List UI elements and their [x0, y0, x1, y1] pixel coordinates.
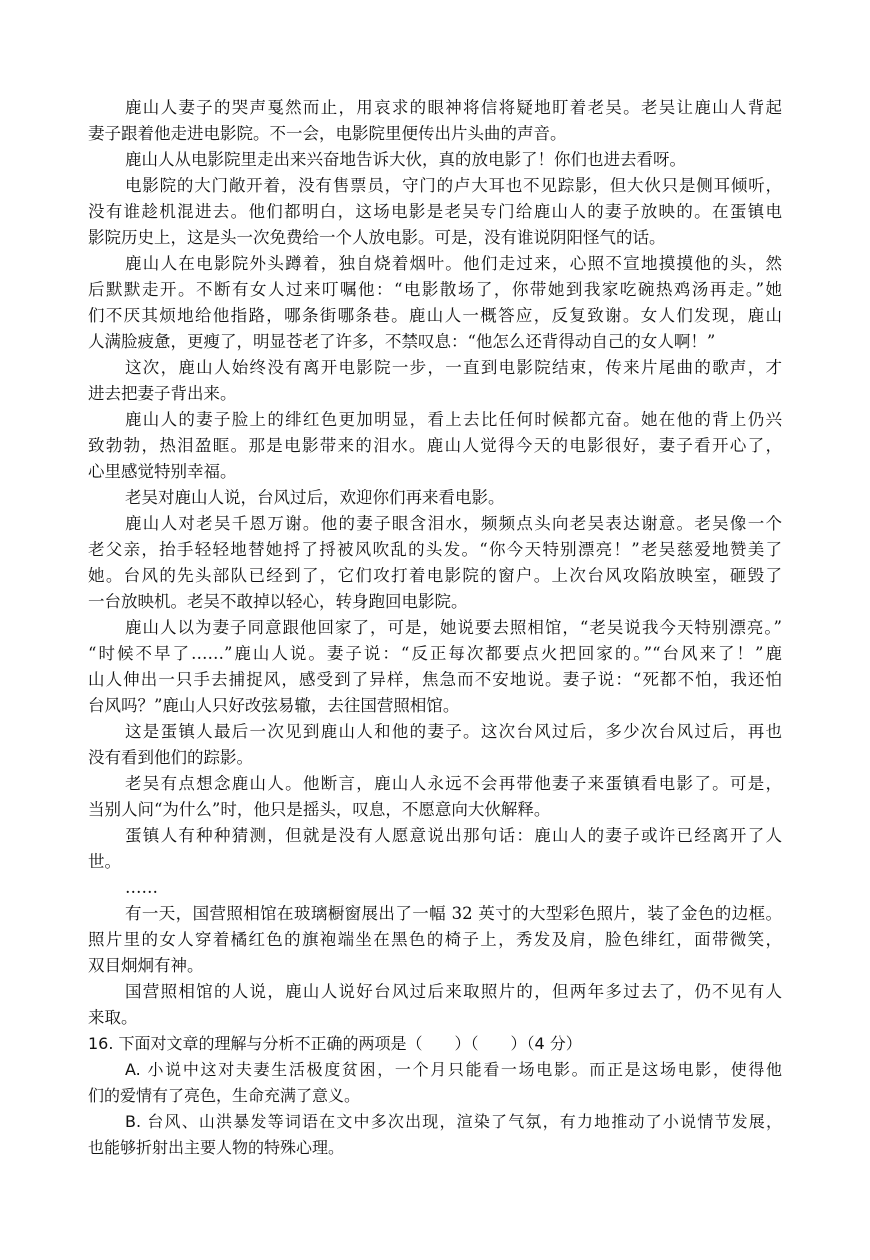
text-line: ……: [125, 878, 158, 897]
question-16: [88, 1031, 782, 1161]
text-line: 后默默走开。不断有女人过来叮嘱他：“电影散场了，你带她到我家吃碗热鸡汤再走。”她: [88, 280, 782, 299]
document-page: [88, 95, 782, 1161]
text-line: 一台放映机。老吴不敢掉以轻心，转身跑回电影院。: [88, 592, 468, 611]
text-line: 没有看到他们的踪影。: [88, 748, 253, 767]
text-line: 鹿山人对老吴千恩万谢。他的妻子眼含泪水，频频点头向老吴表达谢意。老吴像一个: [125, 514, 782, 533]
text-line: 鹿山人从电影院里走出来兴奋地告诉大伙，真的放电影了！你们也进去看呀。: [125, 150, 686, 169]
paragraph: [88, 901, 782, 979]
text-line: 老吴有点想念鹿山人。他断言，鹿山人永远不会再带他妻子来蛋镇看电影了。可是，: [125, 774, 782, 793]
text-line: 们不厌其烦地给他指路，哪条街哪条巷。鹿山人一概答应，反复致谢。女人们发现，鹿山: [88, 306, 782, 325]
text-line: 也能够折射出主要人物的特殊心理。: [88, 1138, 345, 1157]
paragraph: [88, 979, 782, 1031]
text-line: 世。: [88, 852, 121, 871]
text-line: 鹿山人妻子的哭声戛然而止，用哀求的眼神将信将疑地盯着老吴。老吴让鹿山人背起: [125, 98, 782, 117]
paragraph: [88, 875, 782, 901]
paragraph: [88, 147, 782, 173]
text-line: 老父亲，抬手轻轻地替她捋了捋被风吹乱的头发。“你今天特别漂亮！”老吴慈爱地赞美了: [88, 540, 782, 559]
paragraph: [88, 615, 782, 719]
text-line: “时候不早了……”鹿山人说。妻子说：“反正每次都要点火把回家的。”“台风来了！”鹿: [88, 644, 782, 663]
paragraph: [88, 251, 782, 355]
text-line: 照片里的女人穿着橘红色的旗袍端坐在黑色的椅子上，秀发及肩，脸色绯红，面带微笑，: [88, 930, 782, 949]
text-line: B. 台风、山洪暴发等词语在文中多次出现，渲染了气氛，有力地推动了小说情节发展，: [125, 1112, 782, 1131]
paragraph: [88, 771, 782, 823]
text-line: 们的爱情有了亮色，生命充满了意义。: [88, 1086, 361, 1105]
question-stem: [88, 1031, 782, 1057]
option-b: [88, 1109, 782, 1161]
paragraph: [88, 95, 782, 147]
paragraph: [88, 407, 782, 485]
text-line: 心里感觉特别幸福。: [88, 462, 237, 481]
paragraph: [88, 823, 782, 875]
text-line: 这次，鹿山人始终没有离开电影院一步，一直到电影院结束，传来片尾曲的歌声，才: [125, 358, 782, 377]
text-line: 妻子跟着他走进电影院。不一会，电影院里便传出片头曲的声音。: [88, 124, 567, 143]
text-line: 这是蛋镇人最后一次见到鹿山人和他的妻子。这次台风过后，多少次台风过后，再也: [125, 722, 782, 741]
text-line: 来取。: [88, 1008, 138, 1027]
question-stem-text: [88, 1031, 782, 1057]
text-line: 影院历史上，这是头一次免费给一个人放电影。可是，没有谁说阴阳怪气的话。: [88, 228, 666, 247]
text-line: A. 小说中这对夫妻生活极度贫困，一个月只能看一场电影。而正是这场电影，使得他: [125, 1060, 782, 1079]
text-line: 鹿山人以为妻子同意跟他回家了，可是，她说要去照相馆，“老吴说我今天特别漂亮。”: [125, 618, 782, 637]
paragraph: [88, 485, 782, 511]
question-options: [88, 1057, 782, 1161]
text-line: 山人伸出一只手去捕捉风，感受到了异样，焦急而不安地说。妻子说：“死都不怕，我还怕: [88, 670, 782, 689]
paragraph: [88, 511, 782, 615]
text-line: 有一天，国营照相馆在玻璃橱窗展出了一幅 32 英寸的大型彩色照片，装了金色的边框。: [125, 904, 782, 923]
text-line: 没有谁趁机混进去。他们都明白，这场电影是老吴专门给鹿山人的妻子放映的。在蛋镇电: [88, 202, 782, 221]
text-line: 鹿山人在电影院外头蹲着，独自烧着烟叶。他们走过来，心照不宣地摸摸他的头，然: [125, 254, 782, 273]
text-line: 她。台风的先头部队已经到了，它们攻打着电影院的窗户。上次台风攻陷放映室，砸毁了: [88, 566, 782, 585]
text-line: 电影院的大门敞开着，没有售票员，守门的卢大耳也不见踪影，但大伙只是侧耳倾听，: [125, 176, 782, 195]
paragraph: [88, 173, 782, 251]
paragraph: [88, 719, 782, 771]
text-line: 16. 下面对文章的理解与分析不正确的两项是（ ）（ ）（4 分）: [88, 1034, 582, 1053]
option-a: [88, 1057, 782, 1109]
text-line: 当别人问“为什么”时，他只是摇头，叹息，不愿意向大伙解释。: [88, 800, 551, 819]
text-line: 台风吗？”鹿山人只好改弦易辙，去往国营照相馆。: [88, 696, 460, 715]
text-line: 人满脸疲惫，更瘦了，明显苍老了许多，不禁叹息：“他怎么还背得动自己的女人啊！”: [88, 332, 716, 351]
text-line: 鹿山人的妻子脸上的绯红色更加明显，看上去比任何时候都亢奋。她在他的背上仍兴: [125, 410, 782, 429]
text-line: 老吴对鹿山人说，台风过后，欢迎你们再来看电影。: [125, 488, 505, 507]
text-line: 双目炯炯有神。: [88, 956, 204, 975]
story-text: [88, 95, 782, 1031]
text-line: 国营照相馆的人说，鹿山人说好台风过后来取照片的，但两年多过去了，仍不见有人: [125, 982, 782, 1001]
text-line: 蛋镇人有种种猜测，但就是没有人愿意说出那句话：鹿山人的妻子或许已经离开了人: [125, 826, 782, 845]
text-line: 致勃勃，热泪盈眶。那是电影带来的泪水。鹿山人觉得今天的电影很好，妻子看开心了，: [88, 436, 782, 455]
paragraph: [88, 355, 782, 407]
text-line: 进去把妻子背出来。: [88, 384, 237, 403]
